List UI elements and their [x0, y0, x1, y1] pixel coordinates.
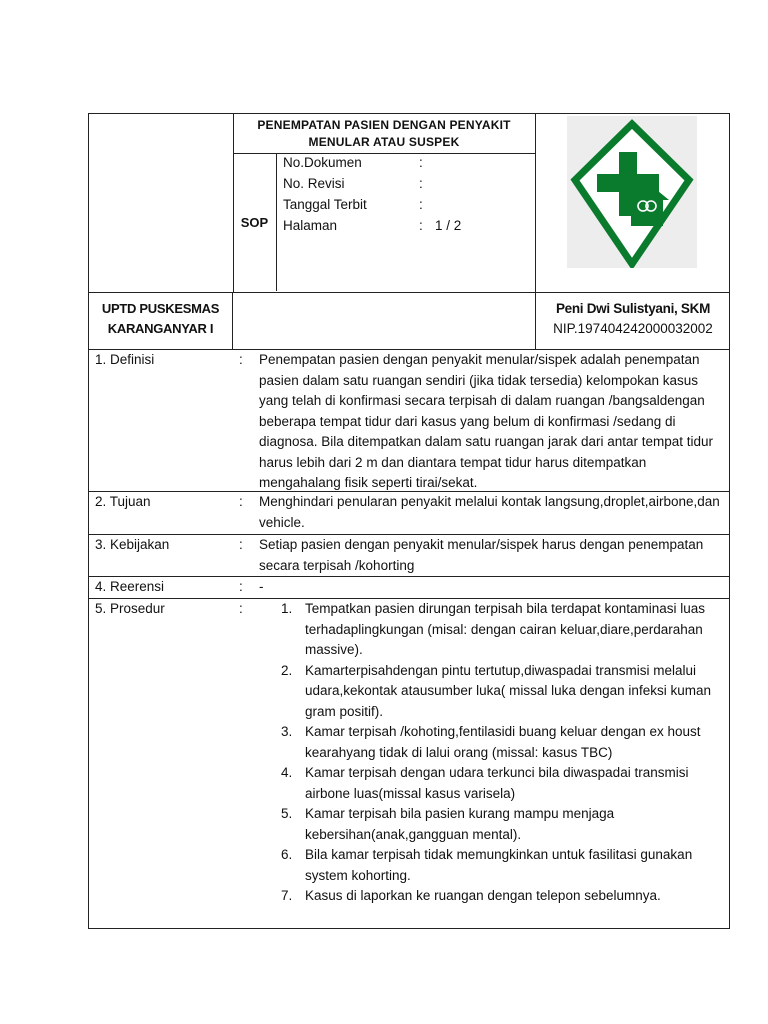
step-text: Kamar terpisah bila pasien kurang mampu menjaga kebersihan(anak,gangguan mental).: [305, 806, 615, 842]
step-number: 5.: [281, 806, 293, 821]
organization-name: [89, 293, 233, 349]
step-number: 4.: [281, 765, 293, 780]
signer-nip: NIP.197404242000032002: [553, 321, 713, 336]
procedure-steps: [281, 599, 721, 907]
section-label: 1. Definisi: [95, 352, 155, 367]
list-item: [281, 599, 721, 661]
document-title: [233, 114, 535, 154]
meta-no-dokumen: [283, 154, 523, 175]
step-text: Kamar terpisah /kohoting,fentilasidi buang keluar dengan ex houst kearahyang tidak di lalui orang (missal: kasus TBC): [305, 724, 701, 760]
org-line-2: KARANGANYAR I: [107, 321, 214, 336]
section-label: 4. Reerensi: [95, 579, 165, 594]
section-text: -: [259, 579, 264, 594]
org-blank-cell: [233, 293, 536, 349]
sop-label: SOP: [233, 154, 277, 291]
meta-colon: :: [419, 176, 423, 191]
header-blank-cell: [89, 114, 234, 292]
section-colon: :: [239, 537, 243, 552]
puskesmas-logo: [567, 116, 697, 268]
step-number: 2.: [281, 662, 293, 678]
organization-row: [88, 293, 730, 350]
sop-document: [88, 113, 730, 929]
title-line-1: PENEMPATAN PASIEN DENGAN PENYAKIT: [257, 118, 511, 132]
step-number: 7.: [281, 888, 293, 903]
meta-key: No. Revisi: [283, 176, 345, 191]
list-item: [281, 886, 721, 907]
section-text: Setiap pasien dengan penyakit menular/sispek harus dengan penempatan secara terpisah /kohorting: [259, 537, 704, 573]
org-line-1: UPTD PUSKESMAS: [101, 301, 220, 316]
title-line-2: MENULAR ATAU SUSPEK: [308, 135, 460, 149]
section-colon: :: [239, 579, 243, 594]
list-item: [281, 804, 721, 845]
step-text: Kamar terpisah dengan udara terkunci bila diwaspadai transmisi airbone luas(missal kasus varisela): [305, 765, 689, 801]
meta-key: Tanggal Terbit: [283, 197, 367, 212]
document-header: [88, 113, 730, 293]
list-item: [281, 845, 721, 886]
meta-key: Halaman: [283, 218, 338, 233]
section-label: 5. Prosedur: [95, 601, 165, 616]
step-text: Tempatkan pasien dirungan terpisah bila terdapat kontaminasi luas terhadaplingkungan (misal: dengan cairan keluar,diare,perdarahan massive).: [305, 601, 705, 657]
section-label: 2. Tujuan: [95, 494, 151, 509]
signer-block: [535, 293, 731, 349]
meta-tanggal-terbit: [283, 196, 523, 217]
meta-halaman: [283, 217, 523, 238]
signer-name: Peni Dwi Sulistyani, SKM: [555, 301, 711, 316]
step-text: Kasus di laporkan ke ruangan dengan telepon sebelumnya.: [305, 888, 661, 903]
list-item: [281, 763, 721, 804]
section-text: Penempatan pasien dengan penyakit menular/sispek adalah penempatan pasien dalam satu ruangan sendiri (jika tidak tersedia) kelompokan kasus yang telah di konfirmasi secara terpisah di dalam ruangan /bangsaldengan beberapa tempat tidur dari kasus yang belum di konfirmasi /sedang di diagnosa. Bila ditempatkan dalam satu ruangan jarak dari antar tempat tidur harus lebih dari 2 m dan diantara tempat tidur harus ditempatkan mengahalang fisik seperti tirai/sekat.: [259, 352, 714, 490]
step-number: 3.: [281, 724, 293, 739]
meta-no-revisi: [283, 175, 523, 196]
section-referensi: [88, 577, 730, 599]
list-item: [281, 722, 721, 763]
step-text: Bila kamar terpisah tidak memungkinkan untuk fasilitasi gunakan system kohorting.: [305, 847, 693, 883]
section-prosedur: [88, 599, 730, 929]
header-logo-cell: [535, 114, 731, 292]
section-definisi: [88, 350, 730, 492]
header-title-cell: [233, 114, 536, 292]
section-kebijakan: [88, 535, 730, 577]
section-label: 3. Kebijakan: [95, 537, 170, 552]
meta-colon: :: [419, 155, 423, 170]
step-number: 6.: [281, 847, 293, 862]
section-colon: :: [239, 352, 243, 367]
document-meta: [283, 154, 523, 238]
section-colon: :: [239, 601, 243, 616]
meta-colon: :: [419, 218, 423, 233]
section-tujuan: [88, 492, 730, 535]
meta-colon: :: [419, 197, 423, 212]
step-number: 1.: [281, 601, 293, 616]
meta-key: No.Dokumen: [283, 155, 362, 170]
section-text: Menghindari penularan penyakit melalui kontak langsung,droplet,airbone,dan vehicle.: [259, 494, 720, 530]
step-text: Kamarterpisahdengan pintu tertutup,diwaspadai transmisi melalui udara,kekontak atausumber luka( missal luka dengan infeksi kuman gram positif).: [305, 662, 711, 719]
section-colon: :: [239, 494, 243, 509]
puskesmas-logo-icon: [567, 116, 697, 268]
meta-value: 1 / 2: [435, 218, 462, 233]
list-item: [281, 661, 721, 723]
sop-meta-row: [233, 154, 535, 291]
